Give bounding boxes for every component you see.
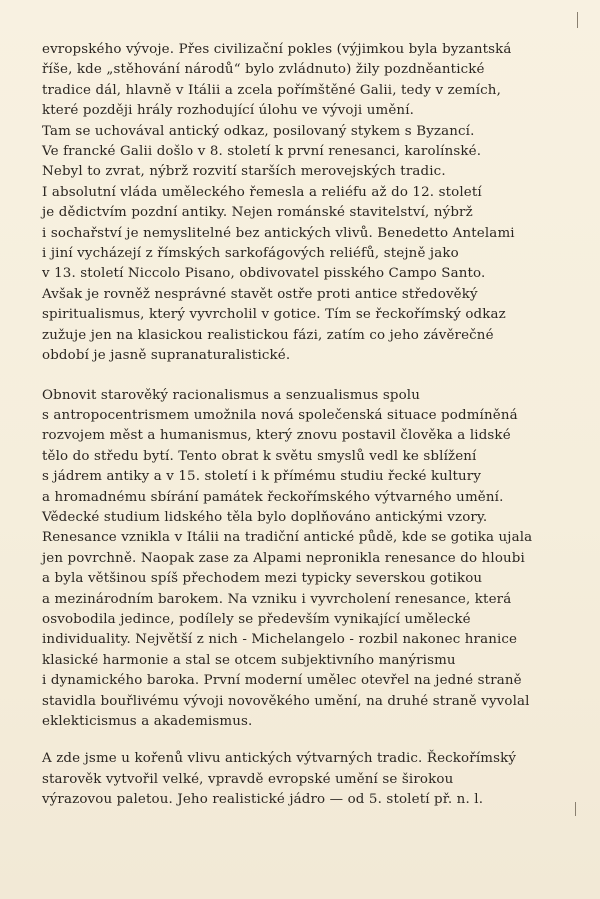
text-line: výrazovou paletou. Jeho realistické jádro — od 5. století př. n. l.	[42, 792, 484, 808]
text-line: Tam se uchovával antický odkaz, posilovaný stykem s Byzancí.	[42, 123, 475, 139]
text-line: jen povrchně. Naopak zase za Alpami nepronikla renesance do hloubi	[42, 550, 525, 566]
text-line: i sochařství je nemyslitelné bez antických vlivů. Benedetto Antelami	[42, 225, 515, 241]
text-line: Nebyl to zvrat, nýbrž rozvití starších merovejských tradic.	[42, 164, 446, 180]
text-line: Renesance vznikla v Itálii na tradiční antické půdě, kde se gotika ujala	[42, 530, 533, 546]
text-line: a mezinárodním barokem. Na vzniku i vyvrcholení renesance, která	[42, 591, 512, 607]
text-line: i dynamického baroka. První moderní umělec otevřel na jedné straně	[42, 673, 522, 689]
paragraph-2	[42, 386, 562, 733]
text-line: osvobodila jedince, podílely se především vynikající umělecké	[42, 611, 471, 627]
text-line: a byla většinou spíš přechodem mezi typicky severskou gotikou	[42, 571, 483, 587]
text-line: období je jasně supranaturalistické.	[42, 348, 291, 364]
text-line: říše, kde „stěhování národů“ bylo zvládnuto) žily pozdněantické	[42, 62, 485, 78]
text-line: klasické harmonie a stal se otcem subjektivního manýrismu	[42, 652, 456, 668]
text-line: starověk vytvořil velké, vpravdě evropské umění se širokou	[42, 771, 454, 787]
margin-mark	[577, 12, 578, 28]
text-line: které později hrály rozhodující úlohu ve vývoji umění.	[42, 103, 415, 119]
text-line: s jádrem antiky a v 15. století i k přímému studiu řecké kultury	[42, 469, 482, 485]
text-line: Ve francké Galii došlo v 8. století k první renesanci, karolínské.	[42, 144, 482, 160]
text-line: A zde jsme u kořenů vlivu antických výtvarných tradic. Řeckořímský	[42, 751, 517, 767]
body-text	[42, 40, 562, 811]
text-line: individuality. Největší z nich - Michelangelo - rozbil nakonec hranice	[42, 632, 518, 648]
text-line: Obnovit starověký racionalismus a senzualismus spolu	[42, 387, 420, 403]
text-line: rozvojem měst a humanismus, který znovu postavil člověka a lidské	[42, 428, 511, 444]
margin-mark	[575, 802, 576, 816]
text-line: stavidla bouřlivému vývoji novověkého umění, na druhé straně vyvolal	[42, 693, 530, 709]
text-line: Vědecké studium lidského těla bylo doplňováno antickými vzory.	[42, 509, 488, 525]
text-line: spiritualismus, který vyvrcholil v gotice. Tím se řeckořímský odkaz	[42, 307, 506, 323]
text-line: i jiní vycházejí z římských sarkofágových reliéfů, stejně jako	[42, 246, 459, 262]
text-line: zužuje jen na klasickou realistickou fázi, zatím co jeho závěrečné	[42, 327, 494, 343]
text-line: s antropocentrismem umožnila nová společenská situace podmíněná	[42, 407, 518, 423]
text-line: tělo do středu bytí. Tento obrat k světu smyslů vedl ke sblížení	[42, 448, 477, 464]
paragraph-1	[42, 40, 562, 367]
text-line: v 13. století Niccolo Pisano, obdivovatel pisského Campo Santo.	[42, 266, 486, 282]
text-line: I absolutní vláda uměleckého řemesla a reliéfu až do 12. století	[42, 184, 482, 200]
text-line: Avšak je rovněž nesprávné stavět ostře proti antice středověký	[42, 286, 478, 302]
text-line: eklekticismus a akademismus.	[42, 714, 253, 729]
text-line: tradice dál, hlavně v Itálii a zcela pořímštěné Galii, tedy v zemích,	[42, 82, 501, 98]
text-line: evropského vývoje. Přes civilizační pokles (výjimkou byla byzantská	[42, 42, 512, 57]
paragraph-3	[42, 749, 562, 810]
text-line: a hromadnému sbírání památek řeckořímského výtvarného umění.	[42, 489, 504, 505]
text-line: je dědictvím pozdní antiky. Nejen románské stavitelství, nýbrž	[42, 205, 473, 221]
